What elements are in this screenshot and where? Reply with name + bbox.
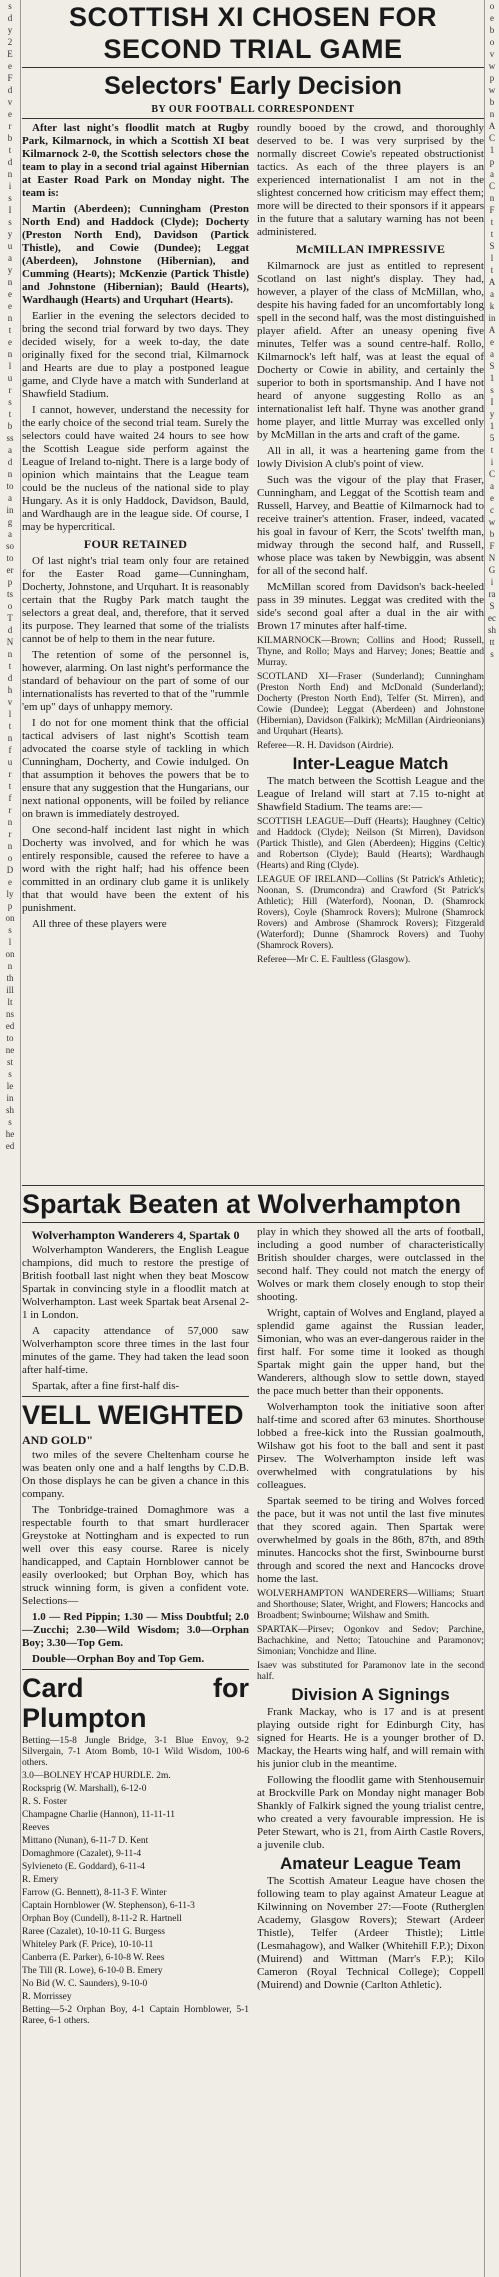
margin-fragment: b [489, 529, 495, 539]
margin-fragment: n [489, 109, 495, 119]
margin-fragment: sh [487, 625, 496, 635]
paragraph: The Tonbridge-trained Domaghmore was a respectable fourth to that smart hurdleracer Greystoke at Nottingham and is expected to run well over this easy course. Raree is nicely handicapped, and Captain Hornblower cannot be easily overlooked; but Orphan Boy, which has struck winning form, is given a confident vote. Selections— [22, 1504, 249, 1607]
margin-fragment: f [8, 745, 12, 755]
plumpton-headline: Card for Plumpton [22, 1673, 249, 1733]
team-line: LEAGUE OF IRELAND—Collins (St Patrick's Athletic); Noonan, S. (Drumcondra) and Crawford (St Patrick's Athletic); Hill (Waterford), Noonan, D. (Shamrock Rovers), Coyle (Shamrock Rovers); Mulrone (Shamrock Rovers) and Ambrose (Shamrock Rovers); Fitzgerald (Waterford); Dunne (Shamrock Rovers) and Tuohy (Shamrock Rovers). [257, 875, 484, 951]
paragraph: Following the floodlit game with Stenhousemuir at Brockville Park on Monday night manager Bob Shankly of Falkirk signed the young trialist centre, who created a very favourable impression. He is Peter Stewart, who is 21, from Airth Castle Rovers, a juvenile club. [257, 1774, 484, 1851]
margin-fragment: y [7, 25, 13, 35]
spartak-headline: Spartak Beaten at Wolverhampton [22, 1189, 462, 1219]
team-line: WOLVERHAMPTON WANDERERS—Williams; Stuart and Shorthouse; Slater, Wright, and Flowers; Hancocks and Broadbent; Swinbourne; Wilshaw and Smith. [257, 1589, 484, 1621]
paragraph: One second-half incident last night in which Docherty was involved, and for which he was entirely responsible, caused the referee to have a word with the right half; had his offence been committed in an ordinary club game it is unlikely that that would have been the extent of his punishment. [22, 824, 249, 914]
paragraph: Of last night's trial team only four are retained for the Easter Road game—Cunningham, Docherty, Johnstone, and Urquhart. It is reasonably certain that the Rugby Park match taught the selectors a great deal, and, therefore, that it served its purpose. They learned that some of the trialists cannot be of help to them in the near future. [22, 555, 249, 645]
margin-fragment: a [8, 445, 12, 455]
margin-fragment: w [488, 61, 496, 71]
margin-fragment: g [7, 517, 13, 527]
team-line: KILMARNOCK—Brown; Collins and Hood; Russell, Thyne, and Rollo; Mays and Harvey; Jones; Beattie and Murray. [257, 636, 484, 668]
margin-fragment: a [490, 481, 494, 491]
secondary-headline: Selectors' Early Decision [104, 72, 402, 100]
paragraph: Wolverhampton Wanderers, the English League champions, did much to restore the prestige of British football last night when they beat Moscow Spartak in convincing style in a floodlit match at Wolverhampton. Last week Spartak beat Arsenal 2-1 in London. [22, 1244, 249, 1321]
race-line: Captain Hornblower (W. Stephenson), 6-11-3 [22, 1901, 195, 1911]
paragraph: After last night's floodlit match at Rugby Park, Kilmarnock, in which a Scottish XI beat Kilmarnock 2-0, the Scottish selectors chose the team to play in a second trial against Hibernian at Easter Road Park on Monday night. The team is: [22, 122, 249, 199]
margin-fragment: on [5, 949, 15, 959]
margin-fragment: n [7, 469, 13, 479]
margin-fragment: F [7, 73, 13, 83]
margin-fragment: th [6, 973, 14, 983]
note-line: Isaev was substituted for Paramonov late in the second half. [257, 1661, 484, 1682]
race-line: Raree (Cazalet), 10-10-11 G. Burgess [22, 1927, 165, 1937]
margin-fragment: s [8, 193, 12, 203]
margin-fragment: A [488, 325, 496, 335]
race-line: Mittano (Nunan), 6-11-7 D. Kent [22, 1836, 149, 1846]
margin-fragment: n [7, 817, 13, 827]
margin-fragment: e [8, 109, 12, 119]
margin-fragment: p [489, 73, 495, 83]
margin-fragment: v [7, 97, 13, 107]
margin-fragment: b [489, 25, 495, 35]
margin-fragment: r [8, 769, 12, 779]
margin-fragment: he [5, 1129, 15, 1139]
margin-fragment: d [7, 13, 13, 23]
margin-fragment: e [8, 337, 12, 347]
race-line: Farrow (G. Bennett), 8-11-3 F. Winter [22, 1888, 167, 1898]
margin-fragment: F [489, 541, 495, 551]
margin-fragment: b [7, 421, 13, 431]
margin-fragment: ly [6, 889, 14, 899]
match-result: Wolverhampton Wanderers 4, Spartak 0 [31, 1228, 240, 1242]
margin-fragment: E [7, 49, 13, 59]
margin-fragment: p [7, 901, 13, 911]
margin-fragment: T [7, 613, 13, 623]
margin-fragment: r [8, 121, 12, 131]
margin-fragment: s [490, 649, 494, 659]
margin-fragment: a [8, 493, 12, 503]
paragraph: Wright, captain of Wolves and England, played a splendid game against the Russian leader, Simonian, who was an ever-dangerous raider in the first half. For some time it looked as though Spartak might gain the upper hand, but the Wanderers, although slow to settle down, stayed the pace much better than their opponents. [257, 1307, 484, 1397]
paragraph: two miles of the severe Cheltenham course he was beaten only one and a half lengths by C.D.B. On those displays he can be given a chance in this company. [22, 1449, 249, 1500]
margin-fragment: t [490, 265, 494, 275]
margin-fragment: l [8, 937, 12, 947]
main-headline-line-2: SECOND TRIAL GAME [103, 34, 403, 64]
team-line: SPARTAK—Pirsev; Ogonkov and Sedov; Parchine, Bachachkine, and Netto; Tatouchine and Paramonov; Simonian; Vonchidze and Iline. [257, 1625, 484, 1657]
team-line: SCOTLAND XI—Fraser (Sunderland); Cunningham (Preston North End) and McDonald (Sunderland); Docherty (Preston North End), Telfer (St. Mirren), and Cowie (Dundee); Leggat (Aberdeen) and Johnstone (Hibernian), Davidson (Falkirk); McMillan (Airdrieonians) and Urquhart (Hearts). [257, 672, 484, 737]
paragraph: Earlier in the evening the selectors decided to bring the second trial forward by two days. They decided wisely, for a week to-day, the date originally fixed for the second trial, Kilmarnock and Hearts are due to play a postponed league game, and Clyde have a match with Sunderland at Shawfield Stadium. [22, 310, 249, 400]
margin-fragment: 1 [489, 421, 495, 431]
margin-fragment: n [7, 961, 13, 971]
paragraph: Martin (Aberdeen); Cunningham (Preston North End) and Haddock (Clyde); Docherty (Preston North End), Davidson (Partick Thistle), and Cowie (Dundee); Leggat (Aberdeen), Johnstone (Hibernian), and Cumming (Hearts); McKenzie (Partick Thistle) and Johnstone (Hibernian); Bauld (Hearts), Wardhaugh (Hearts) and Urquhart (Hearts). [22, 203, 249, 306]
paragraph: Wolverhampton took the initiative soon after half-time and scored after 63 minutes. Shorthouse lobbed a free-kick into the Russian goalmouth, Wilshaw got his foot to the ball and sent it past Pirsev. The Wolverhampton inside left was overwhelmed with congratulations by his colleagues. [257, 1401, 484, 1491]
margin-fragment: D [6, 865, 14, 875]
race-line: Betting—5-2 Orphan Boy, 4-1 Captain Hornblower, 5-1 Raree, 6-1 others. [22, 2005, 249, 2026]
paragraph: Kilmarnock are just as entitled to represent Scotland on last night's display. They had, however, a player of the class of McMillan, who, despite his having faded for an uncomfortably long spell in the second half, was the most distinguished player afield. After an uneasy opening five minutes, Telfer was a sound centre-half. Rollo, Kilmarnock's left half, was at least the equal of Docherty or Cowie in ability, and certainly the superior to both in sportsmanship. And I have not heard of anyone suggesting Rollo as an internationalist left half. Thyne was another grand home player, and little Murray was excelled only by McMillan in the arts and craft of the game. [257, 260, 484, 441]
margin-fragment: n [7, 649, 13, 659]
margin-fragment: ed [5, 1141, 15, 1151]
margin-fragment: 1 [489, 145, 495, 155]
paragraph: I do not for one moment think that the official tactical advisers of last night's Scottish team advocated the coarse style of tackling in which Cunningham, Docherty, and Cowie indulged. On that assumption it behoves the powers that be to ensure that any suggestion that the Hungarians, our next national opponents, will be foiled by reliance on brawn is immediately destroyed. [22, 717, 249, 820]
margin-fragment: ss [6, 433, 14, 443]
divider [22, 118, 484, 119]
margin-fragment: 5 [489, 433, 495, 443]
margin-fragment: le [6, 1081, 14, 1091]
margin-fragment: o [7, 853, 13, 863]
margin-fragment: n [7, 169, 13, 179]
margin-fragment: t [8, 781, 12, 791]
race-line: R. Emery [22, 1875, 59, 1885]
margin-fragment: N [6, 637, 14, 647]
margin-fragment: r [8, 385, 12, 395]
margin-fragment: d [7, 673, 13, 683]
margin-fragment: e [8, 877, 12, 887]
weighted-subheadline: AND GOLD" [22, 1433, 93, 1447]
race-line: Rocksprig (W. Marshall), 6-12-0 [22, 1784, 147, 1794]
margin-fragment: d [7, 457, 13, 467]
margin-fragment: l [8, 709, 12, 719]
margin-fragment: v [489, 49, 495, 59]
margin-fragment: e [490, 337, 494, 347]
margin-fragment: o [489, 1, 495, 11]
margin-fragment: s [8, 1117, 12, 1127]
margin-fragment: f [8, 793, 12, 803]
referee-line: Referee—R. H. Davidson (Airdrie). [257, 741, 394, 751]
spartak-article [22, 1226, 484, 2026]
race-line: Canberra (E. Parker), 6-10-8 W. Rees [22, 1953, 165, 1963]
margin-fragment: G [488, 565, 496, 575]
margin-fragment: d [7, 625, 13, 635]
margin-fragment: ne [5, 1045, 15, 1055]
margin-fragment: u [7, 241, 13, 251]
page-content [22, 0, 484, 2277]
paragraph: Spartak, after a fine first-half dis- [32, 1380, 180, 1392]
paragraph: play in which they showed all the arts of football, including a good number of characteristically British shoulder charges, were outclassed in the second half. They could not match the energy of Wolves or mark them closely enough to stop their shooting. [257, 1226, 484, 1303]
margin-fragment: i [490, 457, 494, 467]
margin-fragment: n [7, 349, 13, 359]
paragraph: The Scottish Amateur League have chosen the following team to play against Amateur League at Kilwinning on November 27:—Foote (Rutherglen Academy, Glasgow Rovers); Stewart (Ardeer Thistle), Telfer (Ardeer Thistle); Little (Lesmahagow), and Walker (Whitehill F.P.); Dixon (Muirend) and Wittman (Marr's F.P.); Kilo Cameron (Royal Technical College); Coppell (Muirend) and Downie (Carlton Athletic). [257, 1875, 484, 1991]
margin-fragment: w [488, 85, 496, 95]
margin-fragment: t [8, 721, 12, 731]
race-line: R. S. Foster [22, 1797, 67, 1807]
divider [22, 67, 484, 68]
team-line: SCOTTISH LEAGUE—Duff (Hearts); Haughney (Celtic) and Haddock (Clyde); Neilson (St Mirren), Davidson (Partick Thistle), and Glen (Aberdeen); Higgins (Celtic) and Robertson (Clyde); Bauld (Hearts); Wardhaugh (Hearts) and Ring (Clyde). [257, 817, 484, 871]
spartak-article-column-2 [257, 1226, 484, 1991]
amateur-heading: Amateur League Team [279, 1854, 462, 1873]
margin-fragment: a [8, 529, 12, 539]
margin-fragment: p [489, 157, 495, 167]
margin-fragment: a [490, 349, 494, 359]
margin-fragment: ill [6, 985, 14, 995]
margin-fragment: ra [488, 589, 496, 599]
paragraph: All three of these players were [32, 918, 167, 930]
margin-fragment: b [7, 133, 13, 143]
margin-fragment: n [489, 193, 495, 203]
byline: BY OUR FOOTBALL CORRESPONDENT [151, 104, 355, 115]
margin-fragment: in [6, 505, 14, 515]
margin-fragment: u [7, 757, 13, 767]
margin-fragment: o [489, 37, 495, 47]
divider [22, 1222, 484, 1223]
selections-double: Double—Orphan Boy and Top Gem. [32, 1653, 205, 1665]
margin-fragment: s [490, 385, 494, 395]
margin-fragment: w [488, 517, 496, 527]
margin-fragment: C [488, 469, 495, 479]
margin-fragment: p [7, 577, 13, 587]
margin-fragment: I [490, 397, 494, 407]
margin-fragment: A [488, 121, 496, 131]
margin-fragment: s [8, 217, 12, 227]
margin-fragment: on [5, 913, 15, 923]
race-line: Sylvieneto (E. Goddard), 6-11-4 [22, 1862, 145, 1872]
margin-fragment: y [489, 409, 495, 419]
interleague-heading: Inter-League Match [292, 754, 449, 773]
margin-fragment: t [490, 217, 494, 227]
margin-fragment: e [490, 493, 494, 503]
race-line: 3.0—BOLNEY H'CAP HURDLE. 2m. [22, 1771, 171, 1781]
margin-fragment: t [490, 445, 494, 455]
race-line: Orphan Boy (Cundell), 8-11-2 R. Hartnell [22, 1914, 182, 1924]
margin-fragment: s [8, 397, 12, 407]
margin-fragment: y [7, 229, 13, 239]
margin-fragment: n [7, 277, 13, 287]
margin-fragment: n [7, 733, 13, 743]
margin-fragment: N [488, 553, 496, 563]
margin-fragment: lt [7, 997, 13, 1007]
margin-fragment: S [489, 601, 495, 611]
trial-article-column-2 [257, 122, 484, 1182]
margin-fragment: u [7, 373, 13, 383]
margin-fragment: t [8, 325, 12, 335]
margin-fragment: i [490, 577, 494, 587]
margin-fragment: i [8, 181, 12, 191]
divider [22, 1185, 484, 1186]
division-a-heading: Division A Signings [291, 1685, 450, 1704]
margin-fragment: ec [488, 613, 496, 623]
paragraph: The retention of some of the personnel is, however, alarming. On last night's performance the standard of behaviour on the part of some of our internationalists has reverted to that of the "rummle 'em up" days of unhappy memory. [22, 649, 249, 713]
margin-fragment: y [7, 265, 13, 275]
margin-fragment: to [6, 1033, 14, 1043]
margin-fragment: c [490, 505, 494, 515]
margin-fragment: tt [489, 637, 495, 647]
margin-fragment: d [7, 85, 13, 95]
margin-fragment: d [7, 157, 13, 167]
referee-line: Referee—Mr C. E. Faultless (Glasgow). [257, 955, 411, 965]
race-line: No Bid (W. C. Saunders), 9-10-0 [22, 1979, 148, 1989]
race-card [22, 1736, 249, 2027]
paragraph: The match between the Scottish League and the League of Ireland will start at 7.15 to-night at Shawfield Stadium. The teams are:— [257, 775, 484, 813]
margin-fragment: n [7, 841, 13, 851]
race-line: R. Morrissey [22, 1992, 72, 2002]
margin-fragment: k [489, 301, 495, 311]
margin-fragment: l [8, 361, 12, 371]
margin-fragment: s [8, 925, 12, 935]
paragraph: A capacity attendance of 57,000 saw Wolverhampton score three times in the last four minutes of the game. They had taken the lead soon after half-time. [22, 1325, 249, 1376]
selections: 1.0 — Red Pippin; 1.30 — Miss Doubtful; 2.0—Zucchi; 2.30—Wild Wisdom; 3.0—Orphan Boy; 3.30—Top Gem. [22, 1611, 249, 1649]
race-line: Whiteley Park (F. Price), 10-10-11 [22, 1940, 154, 1950]
margin-fragment: r [8, 805, 12, 815]
margin-fragment: C [488, 133, 495, 143]
divider [22, 1669, 249, 1670]
margin-fragment: e [490, 13, 494, 23]
margin-fragment: r [8, 829, 12, 839]
left-margin-fragment [0, 0, 21, 2277]
margin-fragment: t [8, 661, 12, 671]
paragraph: roundly booed by the crowd, and thoroughly deserved to be. I was very surprised by the normally discreet Cowie's repeated obstructionist tactics. As each of the three players is an experienced internationalist I am not in the slightest concerned how criticism may effect them; more will be directed to their sponsors if it appears in the future that a salutary warning has not been administered. [257, 122, 484, 238]
margin-fragment: e [8, 61, 12, 71]
margin-fragment: sh [5, 1105, 14, 1115]
margin-fragment: so [5, 541, 14, 551]
team-lists [257, 636, 484, 752]
right-margin-fragment [484, 0, 499, 2277]
margin-fragment: n [7, 313, 13, 323]
margin-fragment: ns [5, 1009, 14, 1019]
race-line: The Till (R. Lowe), 6-10-0 B. Emery [22, 1966, 163, 1976]
margin-fragment: F [489, 205, 495, 215]
race-line: Betting—15-8 Jungle Bridge, 3-1 Blue Envoy, 9-2 Silvergain, 7-1 Atom Bomb, 10-1 Wild Wisdom, 100-6 others. [22, 1736, 249, 1768]
trial-article-column-1 [22, 122, 249, 1182]
margin-fragment: A [488, 277, 496, 287]
margin-fragment: t [8, 145, 12, 155]
subheading: FOUR RETAINED [83, 537, 188, 551]
margin-fragment: s [8, 1, 12, 11]
margin-fragment: 1 [489, 373, 495, 383]
paragraph: Such was the vigour of the play that Fraser, Cunningham, and Leggat of the Scottish team and Russell, Harvey, and Beattie of Kilmarnock had to receive trainer's attention. Fraser, indeed, vacated his goal in favour of Kerr, the Scots' twelfth man, midway through the second half, and Russell, whose place was taken by Newbiggin, was absent for all of the second half. [257, 474, 484, 577]
margin-fragment: a [8, 253, 12, 263]
margin-fragment: S [489, 241, 495, 251]
team-lists [257, 817, 484, 966]
margin-fragment: ed [5, 1021, 15, 1031]
margin-fragment: ts [6, 589, 13, 599]
paragraph: Frank Mackay, who is 17 and is at present playing outside right for Edinburgh City, has signed for Hearts. He is a younger brother of D. Mackay, the Hearts wing half, and will remain with his junior club in the meantime. [257, 1706, 484, 1770]
main-headline-line-1: SCOTTISH XI CHOSEN FOR [68, 2, 438, 32]
margin-fragment: to [6, 481, 14, 491]
margin-fragment: in [488, 313, 496, 323]
paragraph: McMillan scored from Davidson's back-heeled pass in 39 minutes. Leggat was credited with the side's second goal after a dual in the air with Brown 17 minutes after half-time. [257, 581, 484, 632]
margin-fragment: er [6, 565, 14, 575]
race-line: Domaghmore (Cazalet), 9-11-4 [22, 1849, 142, 1859]
margin-fragment: s [8, 1069, 12, 1079]
margin-fragment: a [490, 169, 494, 179]
margin-fragment: h [7, 685, 13, 695]
subheading: McMILLAN IMPRESSIVE [295, 242, 446, 256]
margin-fragment: t [490, 229, 494, 239]
team-lists [257, 1589, 484, 1683]
weighted-headline: VELL WEIGHTED [22, 1400, 244, 1430]
paragraph: Spartak seemed to be tiring and Wolves forced the pace, but it was not until the last five minutes that they scored again. Then Spartak were overwhelmed by goals in the 86th, 87th, and 89th minutes. Hancocks shot the first, Swinbourne burst through and scored the next and Hancocks drove home the last. [257, 1495, 484, 1585]
margin-fragment: a [490, 289, 494, 299]
trial-article [22, 122, 484, 1182]
spartak-article-column-1 [22, 1226, 249, 2026]
margin-fragment: in [6, 1093, 14, 1103]
margin-fragment: l [490, 253, 494, 263]
margin-fragment: t [8, 409, 12, 419]
margin-fragment: I [8, 205, 12, 215]
margin-fragment: S [489, 361, 495, 371]
paragraph: I cannot, however, understand the necessity for the early choice of the second trial team. Surely the selectors could have waited 24 hours to see how the Scottish League side perform against the League of Ireland to-night. There is a large body of opinion which maintains that the League team could be the nucleus of the national side to play Hungary. As it is only Haddock, Davidson, Bauld, and Wardhaugh are in the league side. Of course, I may be hypercritical. [22, 404, 249, 533]
margin-fragment: b [489, 97, 495, 107]
margin-fragment: v [7, 697, 13, 707]
margin-fragment: to [6, 553, 14, 563]
race-line: Champagne Charlie (Hannon), 11-11-11 [22, 1810, 176, 1820]
margin-fragment: o [7, 601, 13, 611]
divider [22, 1396, 249, 1397]
paragraph: All in all, it was a heartening game from the lowly Division A club's point of view. [257, 445, 484, 470]
margin-fragment: C [488, 181, 495, 191]
margin-fragment: e [8, 301, 12, 311]
margin-fragment: st [6, 1057, 13, 1067]
margin-fragment: 2 [7, 37, 13, 47]
race-line: Reeves [22, 1823, 50, 1833]
margin-fragment: e [8, 289, 12, 299]
